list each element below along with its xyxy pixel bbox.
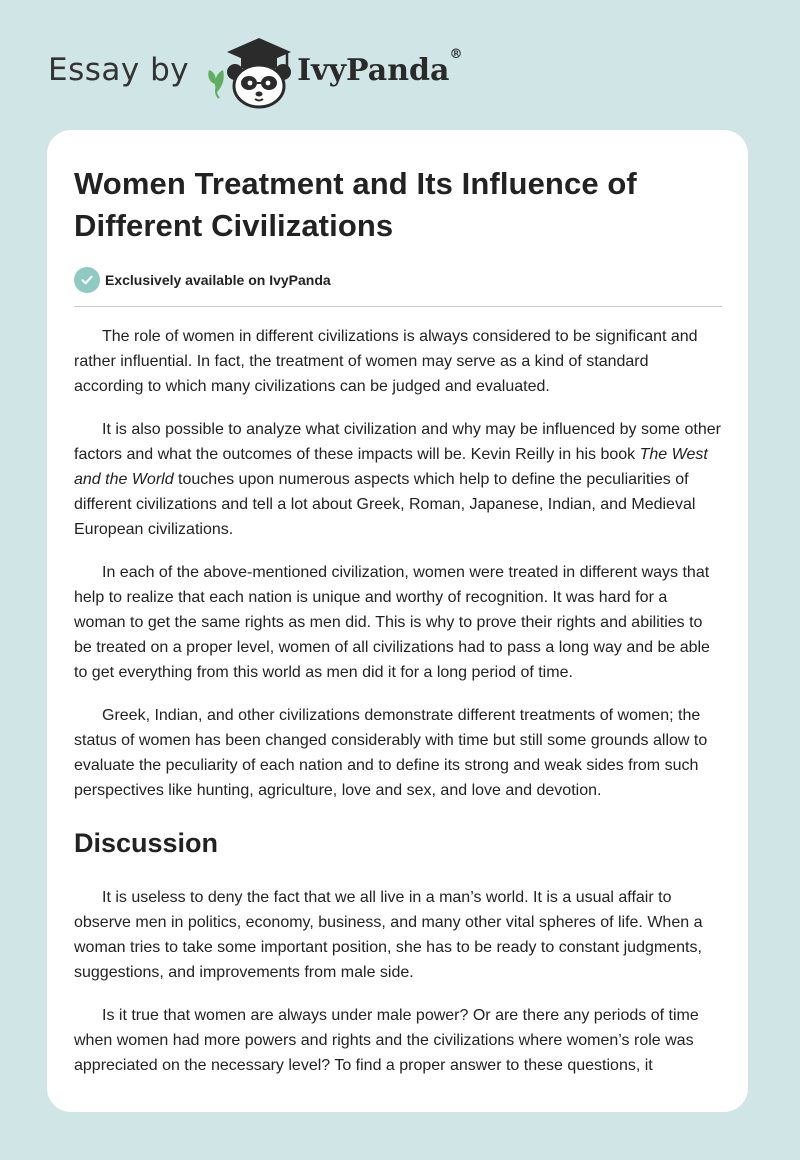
panda-graduate-icon[interactable] [203, 30, 295, 110]
paragraph: It is useless to deny the fact that we all live in a man’s world. It is a usual affair to observe men in politics, economy, business, and many other vital spheres of life. When a woman tries to take some important position, she has to be ready to constant judgments, suggestions, and improvements from male side. [74, 889, 703, 981]
paragraph: The role of women in different civilizations is always considered to be significant and rather influential. In fact, the treatment of women may serve as a kind of standard according to which many civilizations can be judged and evaluated. [74, 328, 698, 395]
title-divider [74, 306, 722, 307]
paragraph: In each of the above-mentioned civilization, women were treated in different ways that help to realize that each nation is unique and worthy of recognition. It was hard for a woman to get the same rights as men did. This is why to prove their rights and abilities to be treated on a proper level, women of all civilizations had to pass a long way and be able to get everything from this world as men did it for a long period of time. [74, 564, 710, 681]
page-title: Women Treatment and Its Influence of Different Civilizations [74, 166, 637, 243]
essay-content [74, 130, 722, 1078]
paragraph: Is it true that women are always under male power? Or are there any periods of time when women had more powers and rights and the civilizations where women’s role was appreciated on the necessary level? To find a proper answer to these questions, it [74, 1007, 699, 1074]
brand-name[interactable]: IvyPanda® [297, 46, 463, 88]
paragraph: Greek, Indian, and other civilizations demonstrate different treatments of women; the status of women has been changed considerably with time but still some grounds allow to evaluate the peculiarity of each nation and to define its strong and weak sides from such perspectives like hunting, agriculture, love and sex, and love and devotion. [74, 707, 708, 799]
discussion-heading: Discussion [74, 828, 219, 858]
site-header [48, 30, 462, 110]
essay-card [47, 130, 748, 1112]
check-circle-icon [74, 267, 100, 293]
exclusive-label: Exclusively available on IvyPanda [105, 272, 331, 288]
registered-mark: ® [449, 46, 463, 62]
paragraph: It is also possible to analyze what civilization and why may be influenced by some other factors and what the outcomes of these impacts will be. Kevin Reilly in his book The West and the World touches upon numerous aspects which help to define the peculiarities of different civilizations and tell a lot about Greek, Roman, Japanese, Indian, and Medieval European civilizations. [74, 421, 721, 538]
book-title: The West and the World [74, 446, 708, 488]
exclusive-badge [74, 267, 722, 293]
essay-by-label: Essay by [48, 52, 190, 88]
